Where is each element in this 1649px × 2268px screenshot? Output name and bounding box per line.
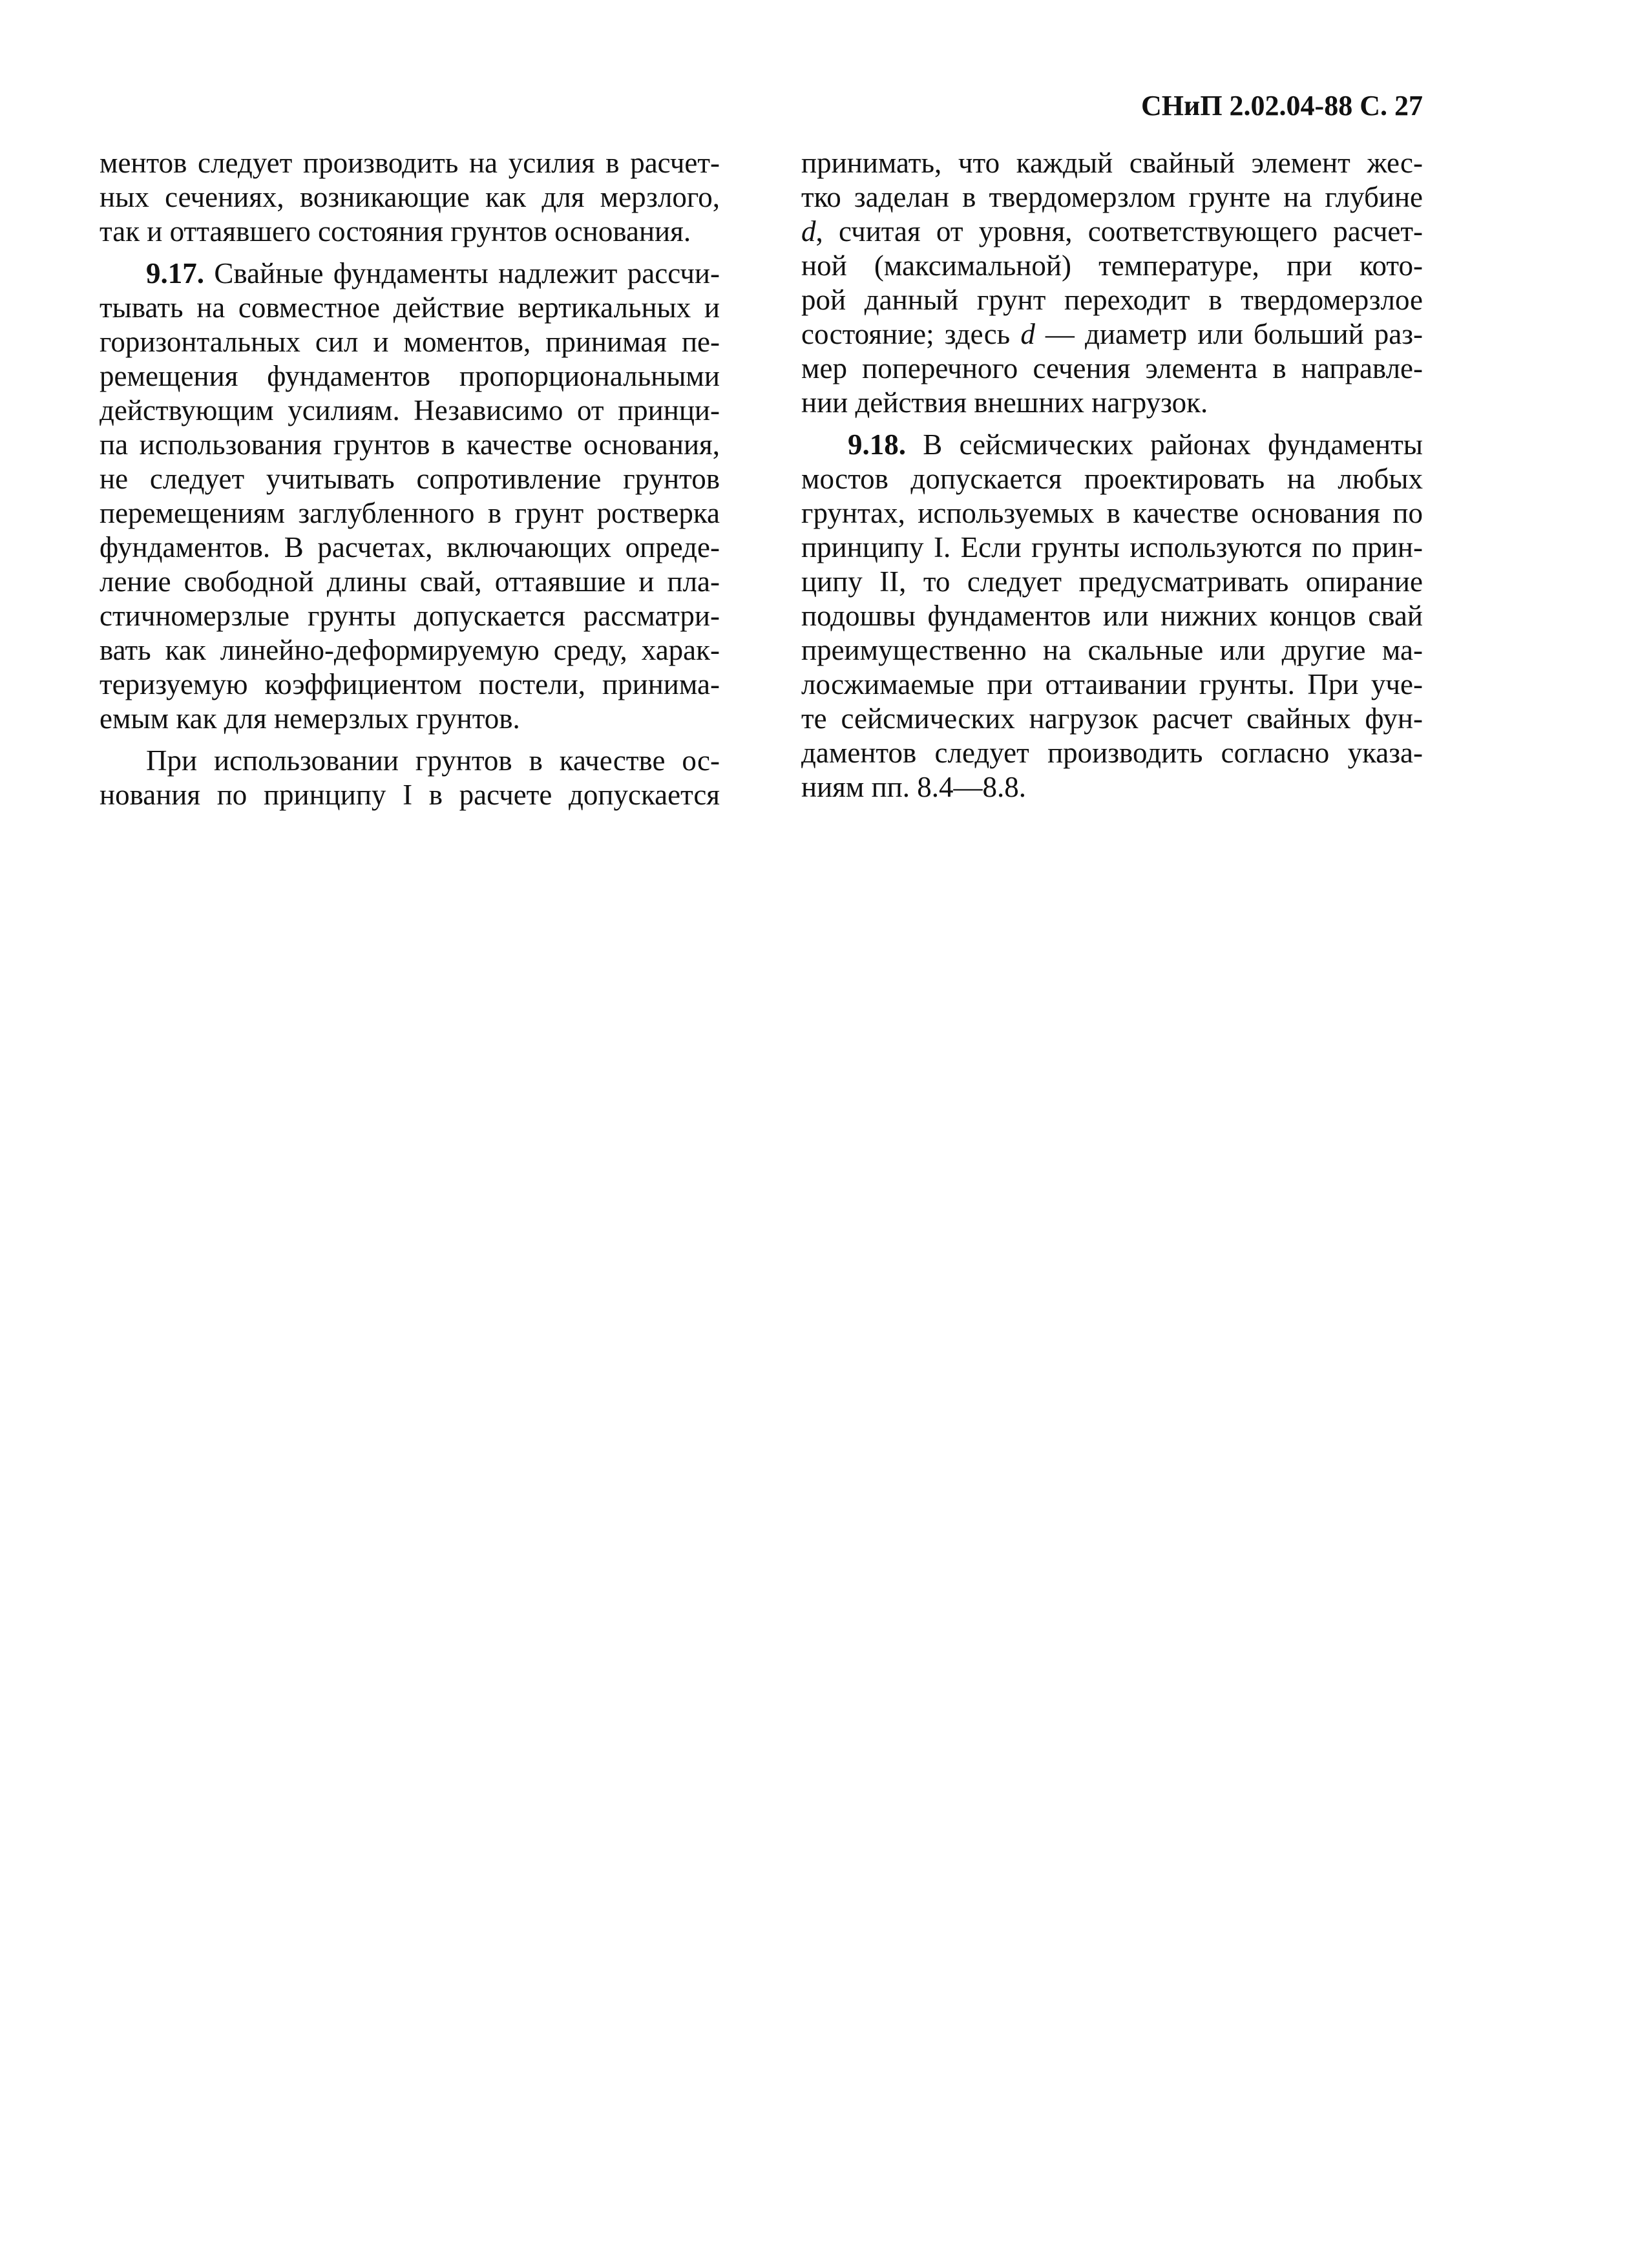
text-line: ление свободной длины свай, оттаявшие и пла- [100, 565, 720, 598]
clause-number: 9.18. [848, 428, 906, 461]
text-line: стичномерзлые грунты допускается рассматри- [100, 600, 720, 632]
right-column [801, 146, 1423, 812]
text-line [100, 257, 720, 291]
text-line: не следует учитывать сопротивление грунтов [100, 463, 720, 495]
text-line: подошвы фундаментов или нижних концов свай [801, 600, 1423, 632]
text-line: па использования грунтов в качестве основания, [100, 428, 720, 461]
text-line: мостов допускается проектировать на любых [801, 463, 1423, 495]
text-line: мер поперечного сечения элемента в направле- [801, 352, 1423, 384]
text-line: При использовании грунтов в качестве ос- [146, 744, 720, 777]
text-line: нии действия внешних нагрузок. [801, 386, 1208, 419]
text-line [801, 215, 1423, 249]
text-line: горизонтальных сил и моментов, принимая пе- [100, 326, 720, 358]
text-line: даментов следует производить согласно указа- [801, 737, 1423, 769]
text-line: лосжимаемые при оттаивании грунты. При уче- [801, 668, 1423, 700]
text-line: теризуемую коэффициентом постели, принима- [100, 668, 720, 700]
text-line: нования по принципу I в расчете допускается [100, 779, 720, 811]
text-fragment: В сейсмических районах фундаменты [923, 428, 1423, 461]
text-line: ремещения фундаментов пропорциональными [100, 360, 720, 392]
text-line [801, 428, 1423, 462]
text-line: перемещениям заглубленного в грунт ростверка [100, 497, 720, 529]
variable-d: d [801, 215, 816, 247]
text-fragment: состояние; здесь [801, 318, 1021, 350]
left-column [100, 146, 720, 820]
text-line: те сейсмических нагрузок расчет свайных фун- [801, 702, 1423, 735]
text-line: ниям пп. 8.4—8.8. [801, 771, 1027, 803]
variable-d: d [1020, 318, 1035, 350]
text-line: ных сечениях, возникающие как для мерзлого, [100, 181, 720, 213]
text-line: тко заделан в твердомерзлом грунте на глубине [801, 181, 1423, 213]
text-line: ной (максимальной) температуре, при кото- [801, 249, 1423, 282]
paragraph-principle-1 [100, 744, 720, 812]
text-line: так и оттаявшего состояния грунтов основания. [100, 215, 691, 247]
text-line [801, 317, 1423, 352]
text-fragment: , считая от уровня, соответствующего расчет- [815, 215, 1423, 247]
clause-number: 9.17. [146, 257, 204, 289]
text-fragment: Свайные фундаменты надлежит рассчи- [214, 257, 720, 289]
paragraph-9-18 [801, 428, 1423, 804]
text-fragment: — диаметр или больший раз- [1035, 318, 1423, 350]
text-line: преимущественно на скальные или другие ма- [801, 634, 1423, 666]
text-line: фундаментов. В расчетах, включающих опреде- [100, 531, 720, 563]
paragraph-continuation-right [801, 146, 1423, 420]
text-line: действующим усилиям. Независимо от принци- [100, 394, 720, 426]
running-head: СНиП 2.02.04-88 С. 27 [1140, 90, 1423, 121]
text-line: тывать на совместное действие вертикальных и [100, 291, 720, 324]
text-line: вать как линейно-деформируемую среду, харак- [100, 634, 720, 666]
text-line: ментов следует производить на усилия в расчет- [100, 147, 720, 179]
text-line: ципу II, то следует предусматривать опирание [801, 565, 1423, 598]
paragraph-9-17 [100, 257, 720, 736]
text-line: емым как для немерзлых грунтов. [100, 702, 520, 735]
text-line: принимать, что каждый свайный элемент жес- [801, 147, 1423, 179]
text-line: принципу I. Если грунты используются по прин- [801, 531, 1423, 563]
text-line: грунтах, используемых в качестве основания по [801, 497, 1423, 529]
text-line: рой данный грунт переходит в твердомерзлое [801, 284, 1423, 316]
paragraph-continuation [100, 146, 720, 249]
